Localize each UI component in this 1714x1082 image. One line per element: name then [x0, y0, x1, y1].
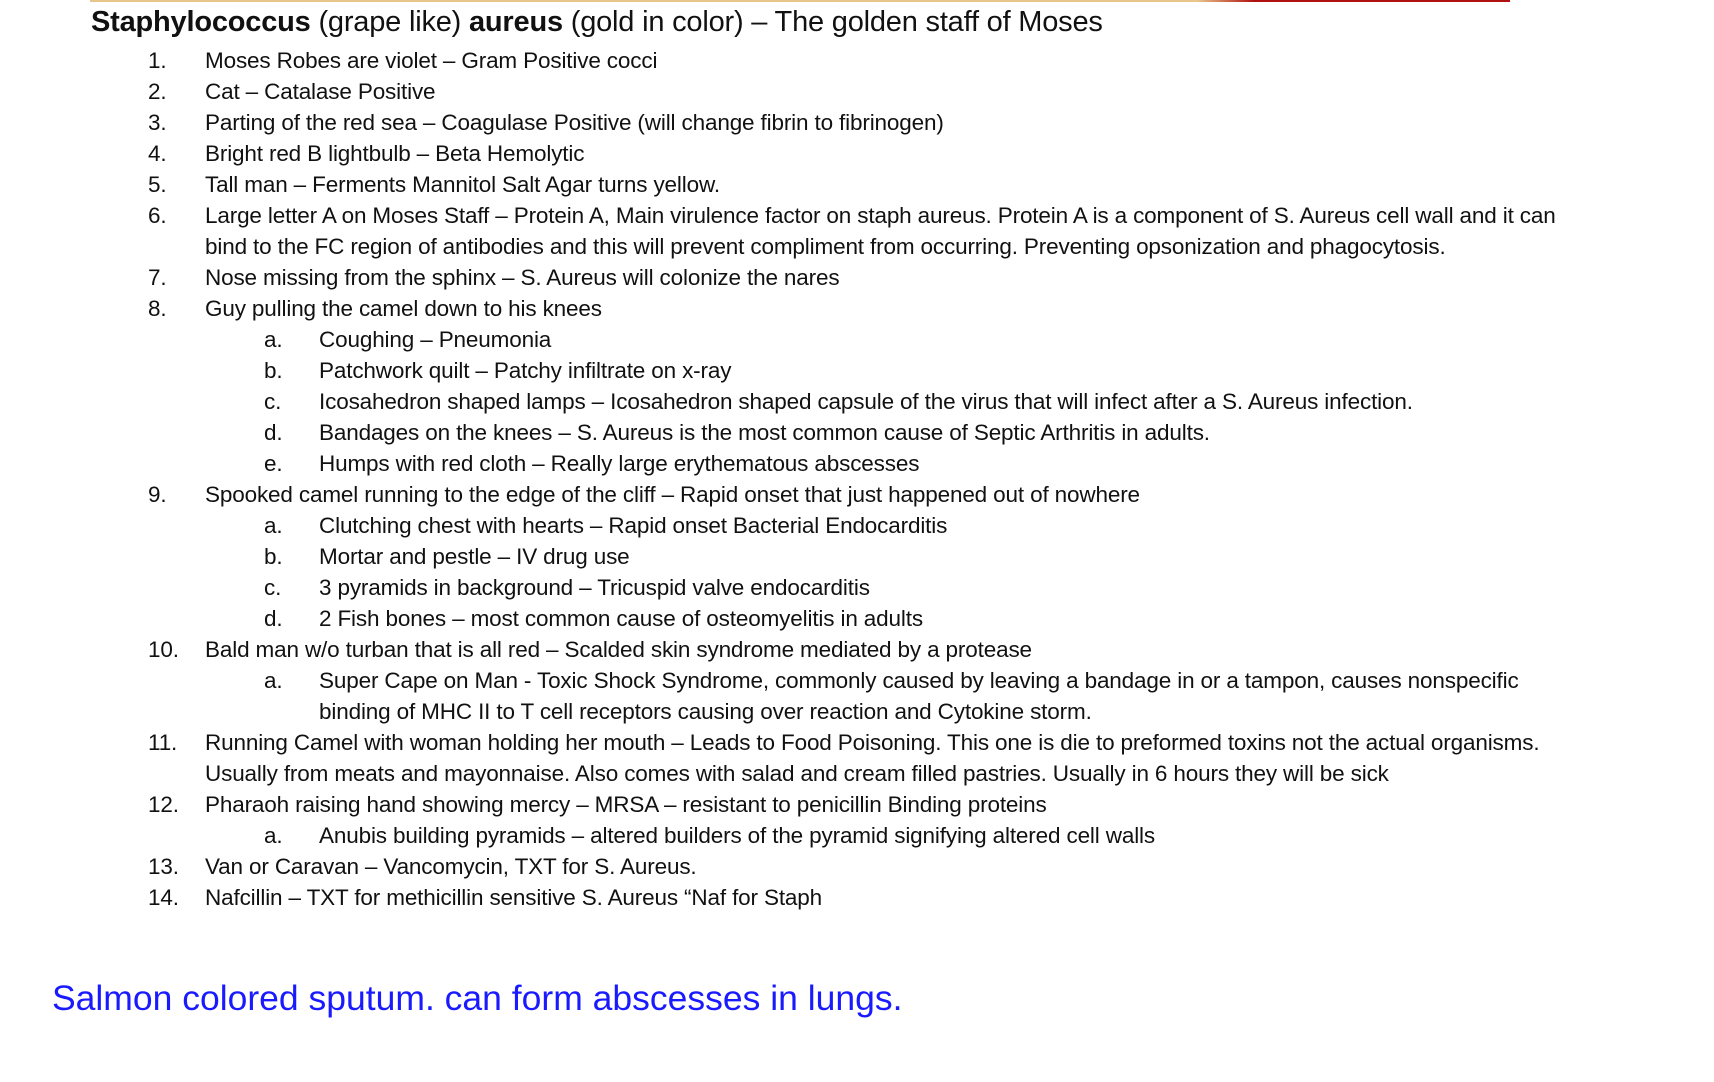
- top-decorative-rule: [90, 0, 1510, 2]
- sub-list-item: [0, 355, 1714, 386]
- list-item-text: Large letter A on Moses Staff – Protein A, Main virulence factor on staph aureus. Protein A is a component of S. Aureus cell wall and it can bind to the FC region of antibodies and this will prevent compliment from occurring. Preventing opsonization and phagocytosis.: [205, 203, 1556, 259]
- mnemonic-list: [0, 45, 1714, 913]
- list-marker: a.: [264, 513, 283, 538]
- list-item: [0, 262, 1714, 293]
- list-marker: 4.: [148, 141, 167, 166]
- list-item-text: Nafcillin – TXT for methicillin sensitive S. Aureus “Naf for Staph: [205, 885, 823, 910]
- list-marker: 1.: [148, 48, 167, 73]
- list-item-text: Guy pulling the camel down to his knees: [205, 296, 602, 321]
- list-item-text: Anubis building pyramids – altered builders of the pyramid signifying altered cell walls: [319, 823, 1155, 848]
- list-marker: 8.: [148, 296, 167, 321]
- list-item-text: Clutching chest with hearts – Rapid onset Bacterial Endocarditis: [319, 513, 948, 538]
- title-genus: Staphylococcus: [91, 6, 311, 38]
- list-marker: 9.: [148, 482, 167, 507]
- list-marker: c.: [264, 575, 282, 600]
- list-item-text: Cat – Catalase Positive: [205, 79, 436, 104]
- list-marker: 3.: [148, 110, 167, 135]
- title-species-note: (gold in color) – The golden staff of Moses: [562, 6, 1103, 38]
- footnote-note: Salmon colored sputum. can form abscesses in lungs.: [52, 978, 903, 1018]
- list-item: [0, 107, 1714, 138]
- sub-list-item: [0, 541, 1714, 572]
- list-item-text: Nose missing from the sphinx – S. Aureus will colonize the nares: [205, 265, 840, 290]
- list-item-text: Van or Caravan – Vancomycin, TXT for S. Aureus.: [205, 854, 697, 879]
- list-item: [0, 882, 1714, 913]
- list-item: [0, 200, 1714, 262]
- list-marker: a.: [264, 327, 283, 352]
- list-marker: d.: [264, 420, 283, 445]
- list-marker: b.: [264, 358, 283, 383]
- sub-list-item: [0, 417, 1714, 448]
- sub-list-item: [0, 324, 1714, 355]
- list-item-text: Parting of the red sea – Coagulase Positive (will change fibrin to fibrinogen): [205, 110, 944, 135]
- document-title: [91, 6, 1103, 39]
- list-marker: 6.: [148, 203, 167, 228]
- list-item-text: Bright red B lightbulb – Beta Hemolytic: [205, 141, 585, 166]
- list-marker: c.: [264, 389, 282, 414]
- list-item-text: Moses Robes are violet – Gram Positive cocci: [205, 48, 658, 73]
- list-item-text: Bandages on the knees – S. Aureus is the most common cause of Septic Arthritis in adults.: [319, 420, 1210, 445]
- list-marker: 2.: [148, 79, 167, 104]
- list-marker: 12.: [148, 792, 179, 817]
- list-item-text: 2 Fish bones – most common cause of osteomyelitis in adults: [319, 606, 923, 631]
- list-marker: b.: [264, 544, 283, 569]
- list-marker: a.: [264, 668, 283, 693]
- list-item: [0, 634, 1714, 665]
- list-item-text: Tall man – Ferments Mannitol Salt Agar turns yellow.: [205, 172, 720, 197]
- list-marker: 7.: [148, 265, 167, 290]
- list-item: [0, 45, 1714, 76]
- list-item: [0, 138, 1714, 169]
- list-marker: 10.: [148, 637, 179, 662]
- sub-list-item: [0, 510, 1714, 541]
- title-genus-note: (grape like): [310, 6, 469, 38]
- sub-list-item: [0, 603, 1714, 634]
- sub-list-item: [0, 572, 1714, 603]
- sub-list-item: [0, 448, 1714, 479]
- list-item-text: Spooked camel running to the edge of the cliff – Rapid onset that just happened out of nowhere: [205, 482, 1140, 507]
- list-item: [0, 789, 1714, 820]
- list-item: [0, 293, 1714, 324]
- list-item-text: Mortar and pestle – IV drug use: [319, 544, 630, 569]
- list-marker: a.: [264, 823, 283, 848]
- sub-list-item: [0, 820, 1714, 851]
- list-marker: 14.: [148, 885, 179, 910]
- list-item-text: Patchwork quilt – Patchy infiltrate on x-ray: [319, 358, 732, 383]
- list-marker: 11.: [148, 730, 178, 755]
- list-marker: e.: [264, 451, 283, 476]
- list-marker: 13.: [148, 854, 179, 879]
- list-marker: 5.: [148, 172, 167, 197]
- list-item: [0, 76, 1714, 107]
- list-item-text: Bald man w/o turban that is all red – Scalded skin syndrome mediated by a protease: [205, 637, 1032, 662]
- list-item-text: Super Cape on Man - Toxic Shock Syndrome, commonly caused by leaving a bandage in or a tampon, causes nonspecific binding of MHC II to T cell receptors causing over reaction and Cytokine storm.: [319, 668, 1519, 724]
- sub-list-item: [0, 386, 1714, 417]
- sub-list-item: [0, 665, 1714, 727]
- list-item-text: 3 pyramids in background – Tricuspid valve endocarditis: [319, 575, 870, 600]
- list-item-text: Running Camel with woman holding her mouth – Leads to Food Poisoning. This one is die to preformed toxins not the actual organisms. Usually from meats and mayonnaise. Also comes with salad and cream filled pastries. Usually in 6 hours they will be sick: [205, 730, 1540, 786]
- title-species: aureus: [468, 6, 563, 38]
- list-item-text: Pharaoh raising hand showing mercy – MRSA – resistant to penicillin Binding proteins: [205, 792, 1047, 817]
- list-item: [0, 727, 1714, 789]
- list-marker: d.: [264, 606, 283, 631]
- list-item-text: Icosahedron shaped lamps – Icosahedron shaped capsule of the virus that will infect after a S. Aureus infection.: [319, 389, 1413, 414]
- list-item-text: Humps with red cloth – Really large erythematous abscesses: [319, 451, 920, 476]
- list-item-text: Coughing – Pneumonia: [319, 327, 552, 352]
- list-item: [0, 851, 1714, 882]
- list-item: [0, 479, 1714, 510]
- list-item: [0, 169, 1714, 200]
